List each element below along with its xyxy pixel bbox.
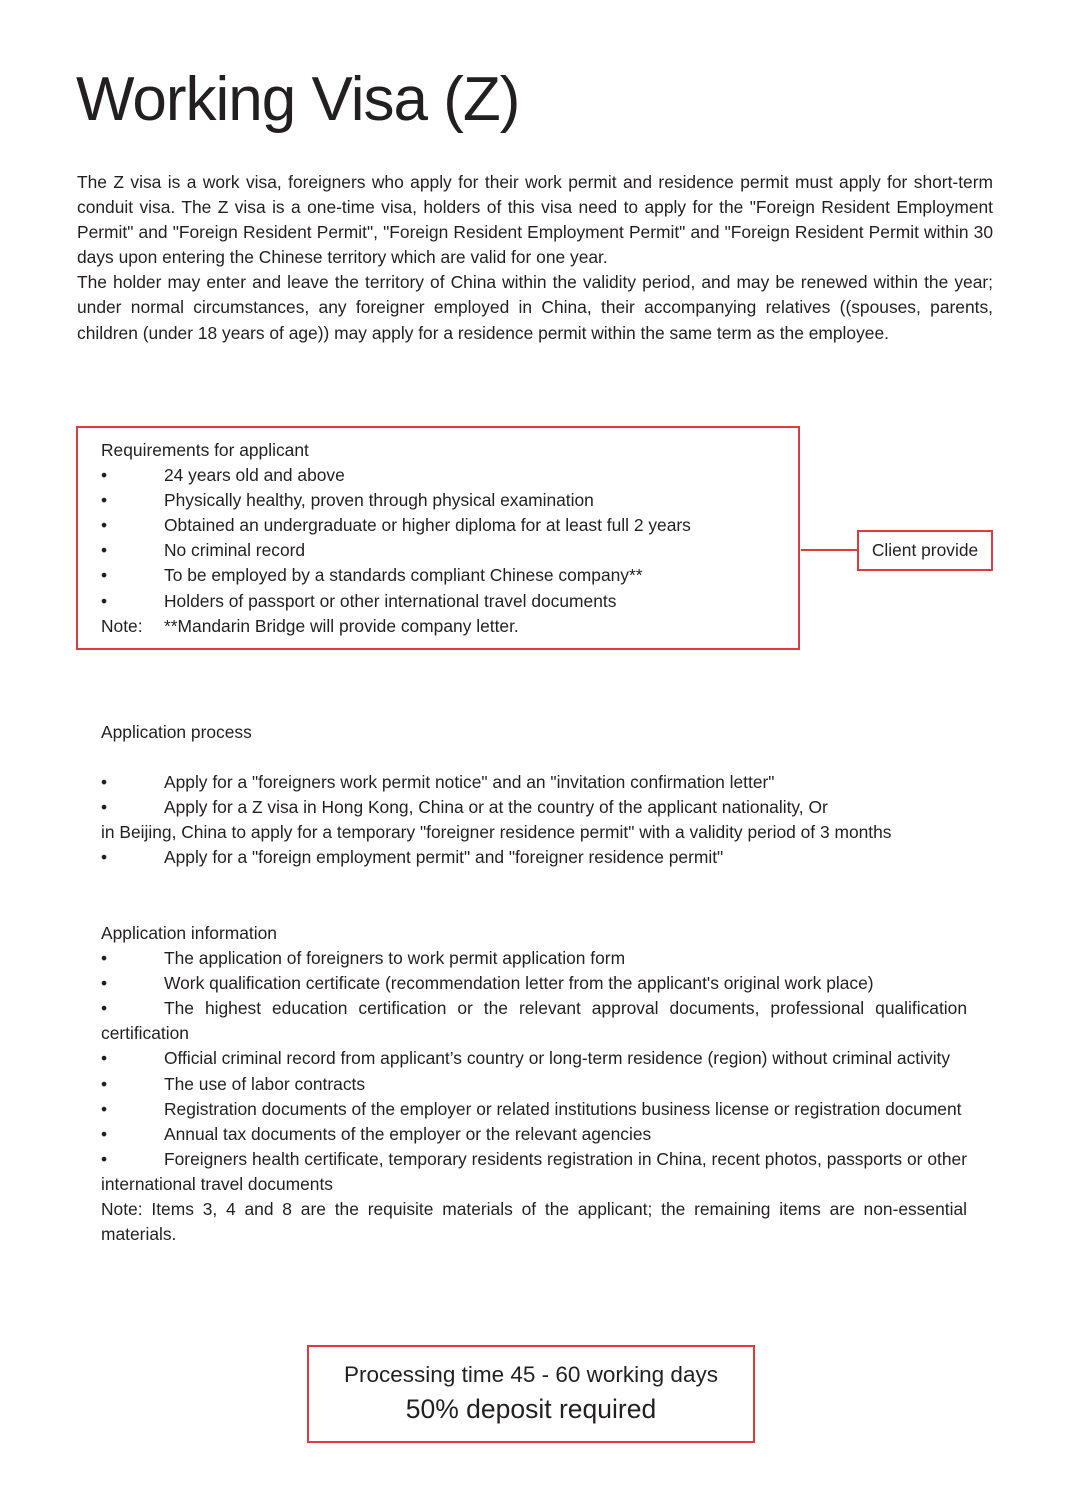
intro-text: [77, 170, 993, 346]
list-item-text: Registration documents of the employer or related institutions business license or registration document: [164, 1098, 962, 1119]
requirements-box: [76, 426, 800, 650]
list-item-text: No criminal record: [164, 540, 306, 561]
list-item-text: Work qualification certificate (recommendation letter from the applicant's original work place): [164, 973, 874, 994]
information-heading: Application information: [101, 923, 277, 943]
list-item-text: Holders of passport or other international travel documents: [164, 590, 617, 611]
list-item-text: Apply for a "foreigners work permit notice" and an "invitation confirmation letter": [164, 772, 775, 792]
list-item: [101, 463, 691, 488]
list-item-text: Apply for a Z visa in Hong Kong, China or at the country of the applicant nationality, Or: [164, 797, 828, 818]
client-provide-label: Client provide: [857, 530, 993, 571]
list-item: [101, 1046, 967, 1071]
bullet: •: [101, 1073, 108, 1094]
list-item-text: Foreigners health certificate, temporary residents registration in China, recent photos, passports or other international travel documents: [101, 1148, 967, 1194]
list-item: [101, 538, 691, 563]
bullet: •: [101, 1123, 108, 1144]
list-item-text: Physically healthy, proven through physical examination: [164, 490, 594, 511]
connector-line: [801, 549, 858, 551]
list-item-text: Obtained an undergraduate or higher diploma for at least full 2 years: [164, 515, 691, 536]
list-item-text: Official criminal record from applicant’s country or long-term residence (region) without criminal activity: [164, 1048, 951, 1069]
deposit-required: 50% deposit required: [405, 1394, 657, 1424]
list-item: [101, 513, 691, 538]
list-item: [101, 770, 967, 795]
list-item: [101, 488, 691, 513]
bullet: •: [101, 797, 108, 818]
bullet: •: [101, 1098, 108, 1119]
list-item: [101, 589, 691, 614]
bullet: •: [101, 490, 108, 511]
list-item: [101, 946, 967, 971]
requirements-list: [101, 438, 691, 639]
processing-time: Processing time 45 - 60 working days: [344, 1362, 718, 1387]
list-item: [101, 971, 967, 996]
note-label: Note:: [101, 615, 143, 636]
information-section: [101, 921, 967, 1247]
list-item-text: The application of foreigners to work permit application form: [164, 948, 626, 969]
bullet: •: [101, 565, 108, 586]
bullet: •: [101, 1148, 108, 1169]
bullet: •: [101, 847, 108, 868]
processing-time-box: [307, 1345, 755, 1443]
bullet: •: [101, 540, 108, 561]
page-title: Working Visa (Z): [76, 65, 520, 134]
bullet: •: [101, 973, 108, 994]
bullet: •: [101, 772, 108, 792]
list-item: [101, 845, 967, 870]
bullet: •: [101, 948, 108, 969]
bullet: •: [101, 590, 108, 611]
list-item: [101, 563, 691, 588]
list-item-text: 24 years old and above: [164, 465, 345, 486]
list-item-text: The use of labor contracts: [164, 1073, 366, 1094]
process-heading: Application process: [101, 722, 252, 742]
bullet: •: [101, 1048, 108, 1069]
list-item: [101, 795, 967, 820]
requirements-heading: Requirements for applicant: [101, 440, 309, 460]
list-item: [101, 1147, 967, 1197]
list-item: [101, 996, 967, 1046]
list-item-text: The highest education certification or the relevant approval documents, professional qualification certification: [101, 998, 967, 1044]
list-item-text: To be employed by a standards compliant Chinese company**: [164, 565, 643, 586]
list-item-text: Apply for a "foreign employment permit" and "foreigner residence permit": [164, 847, 724, 868]
information-note: Note: Items 3, 4 and 8 are the requisite materials of the applicant; the remaining items are non-essential materials.: [101, 1199, 967, 1245]
list-item: [101, 1097, 967, 1122]
list-item: [101, 1122, 967, 1147]
intro-paragraph: The Z visa is a work visa, foreigners who apply for their work permit and residence permit must apply for short-term conduit visa. The Z visa is a one-time visa, holders of this visa need to apply for the "Foreign Resident Employment Permit" and "Foreign Resident Permit", "Foreign Resident Employment Permit" and "Foreign Resident Permit within 30 days upon entering the Chinese territory which are valid for one year.: [77, 172, 993, 268]
bullet: •: [101, 465, 108, 486]
bullet: •: [101, 515, 108, 536]
list-item-text: Annual tax documents of the employer or the relevant agencies: [164, 1123, 652, 1144]
bullet: •: [101, 998, 108, 1019]
list-item: [101, 1072, 967, 1097]
requirements-note: [101, 614, 691, 639]
process-list: [101, 770, 967, 870]
note-text: **Mandarin Bridge will provide company letter.: [164, 615, 519, 636]
list-item-continuation: in Beijing, China to apply for a temporary "foreigner residence permit" with a validity period of 3 months: [101, 822, 892, 843]
intro-paragraph: The holder may enter and leave the territory of China within the validity period, and may be renewed within the year; under normal circumstances, any foreigner employed in China, their accompanying relatives ((spouses, parents, children (under 18 years of age)) may apply for a residence permit within the same term as the employee.: [77, 272, 993, 343]
